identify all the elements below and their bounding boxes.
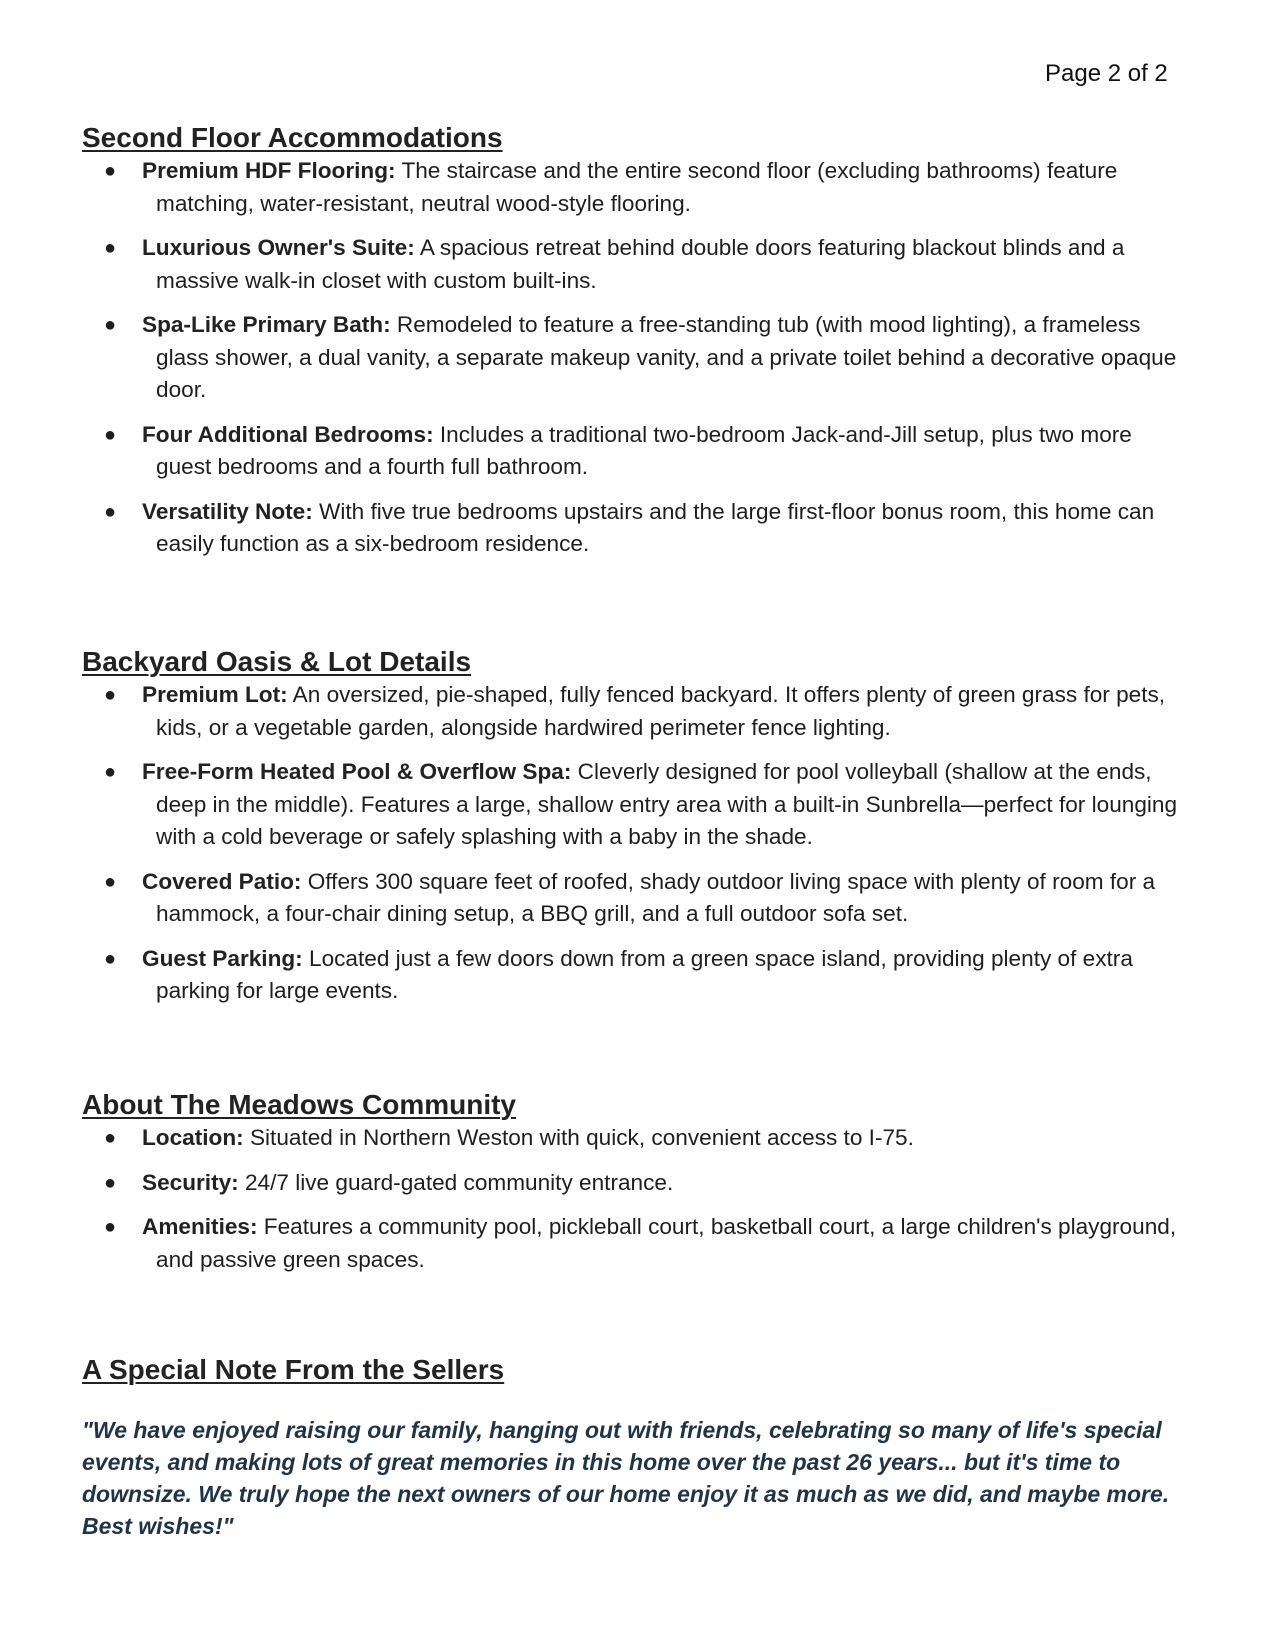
item-text: Remodeled to feature a free-standing tub (with mood lighting), a frameless glass shower, a dual vanity, a separate makeup vanity, and a private toilet behind a decorative opaque door. (156, 312, 1177, 402)
list-item (82, 679, 1192, 744)
list-item (82, 1167, 1192, 1200)
bullet-icon: ● (104, 314, 117, 336)
item-label: Four Additional Bedrooms: (142, 421, 434, 447)
list-item (82, 943, 1192, 1008)
list-item (82, 232, 1192, 297)
bullet-icon: ● (104, 684, 117, 706)
item-label: Spa-Like Primary Bath: (142, 312, 391, 337)
section-title: About The Meadows Community (82, 1089, 516, 1120)
item-label: Location: (142, 1125, 244, 1150)
section-community (82, 1088, 1192, 1276)
bullet-icon: ● (104, 423, 117, 446)
item-text: Situated in Northern Weston with quick, convenient access to I-75. (249, 1125, 914, 1150)
list-item (82, 1122, 1192, 1155)
item-label: Security: (142, 1169, 239, 1195)
bullet-icon: ● (104, 870, 117, 893)
section-title: Backyard Oasis & Lot Details (82, 646, 472, 677)
bullet-icon: ● (104, 160, 117, 182)
bullet-icon: ● (104, 500, 117, 523)
bullet-list (82, 679, 1192, 1008)
list-item (82, 155, 1192, 220)
item-label: Amenities: (142, 1214, 258, 1239)
bullet-icon: ● (104, 947, 117, 970)
list-item (82, 496, 1192, 561)
list-item (82, 866, 1192, 931)
item-text: Offers 300 square feet of roofed, shady outdoor living space with plenty of room for a hammock, a four-chair dining setup, a BBQ grill, and a full outdoor sofa set. (156, 868, 1156, 926)
list-item (82, 309, 1192, 407)
item-text: An oversized, pie-shaped, fully fenced backyard. It offers plenty of green grass for pets, kids, or a vegetable garden, alongside hardwired perimeter fence lighting. (156, 682, 1166, 740)
list-item (82, 419, 1192, 484)
item-text: Features a community pool, pickleball court, basketball court, a large children's playground, and passive green spaces. (156, 1214, 1177, 1272)
item-text: Includes a traditional two-bedroom Jack-and-Jill setup, plus two more guest bedrooms and a fourth full bathroom. (156, 421, 1132, 479)
item-label: Versatility Note: (142, 498, 313, 524)
item-text: Located just a few doors down from a green space island, providing plenty of extra parking for large events. (156, 945, 1133, 1003)
sellers-quote: "We have enjoyed raising our family, hanging out with friends, celebrating so many of life's special events, and making lots of great memories in this home over the past 26 years... but it's time to downsize. We truly hope the next owners of our home enjoy it as much as we did, and maybe more. Best wishes!" (82, 1417, 1170, 1539)
item-text: With five true bedrooms upstairs and the large first-floor bonus room, this home can easily function as a six-bedroom residence. (156, 498, 1155, 556)
section-title: Second Floor Accommodations (82, 122, 503, 153)
bullet-icon: ● (104, 1171, 117, 1194)
bullet-icon: ● (104, 1127, 117, 1149)
item-text: The staircase and the entire second floor (excluding bathrooms) feature matching, water-resistant, neutral wood-style flooring. (156, 158, 1118, 216)
section-sellers-note (82, 1353, 1192, 1387)
item-label: Premium HDF Flooring: (142, 158, 396, 183)
item-label: Premium Lot: (142, 682, 288, 707)
item-label: Free-Form Heated Pool & Overflow Spa: (142, 759, 572, 784)
bullet-icon: ● (104, 237, 117, 259)
section-backyard (82, 645, 1192, 1008)
item-text: Cleverly designed for pool volleyball (shallow at the ends, deep in the middle). Features a large, shallow entry area with a built-in Sunbrella—perfect for lounging with a cold beverage or safely splashing with a baby in the shade. (156, 759, 1178, 849)
item-text: A spacious retreat behind double doors featuring blackout blinds and a massive walk-in closet with custom built-ins. (156, 235, 1125, 293)
bullet-list (82, 1122, 1192, 1276)
item-text: 24/7 live guard-gated community entrance. (244, 1169, 674, 1195)
bullet-list (82, 155, 1192, 561)
bullet-icon: ● (104, 761, 117, 783)
item-label: Luxurious Owner's Suite: (142, 235, 415, 260)
page-number: Page 2 of 2 (1045, 60, 1168, 87)
item-label: Guest Parking: (142, 945, 303, 971)
bullet-icon: ● (104, 1216, 117, 1238)
list-item (82, 1211, 1192, 1276)
section-second-floor (82, 121, 1192, 561)
section-title: A Special Note From the Sellers (82, 1354, 505, 1385)
item-label: Covered Patio: (142, 868, 302, 894)
list-item (82, 756, 1192, 854)
